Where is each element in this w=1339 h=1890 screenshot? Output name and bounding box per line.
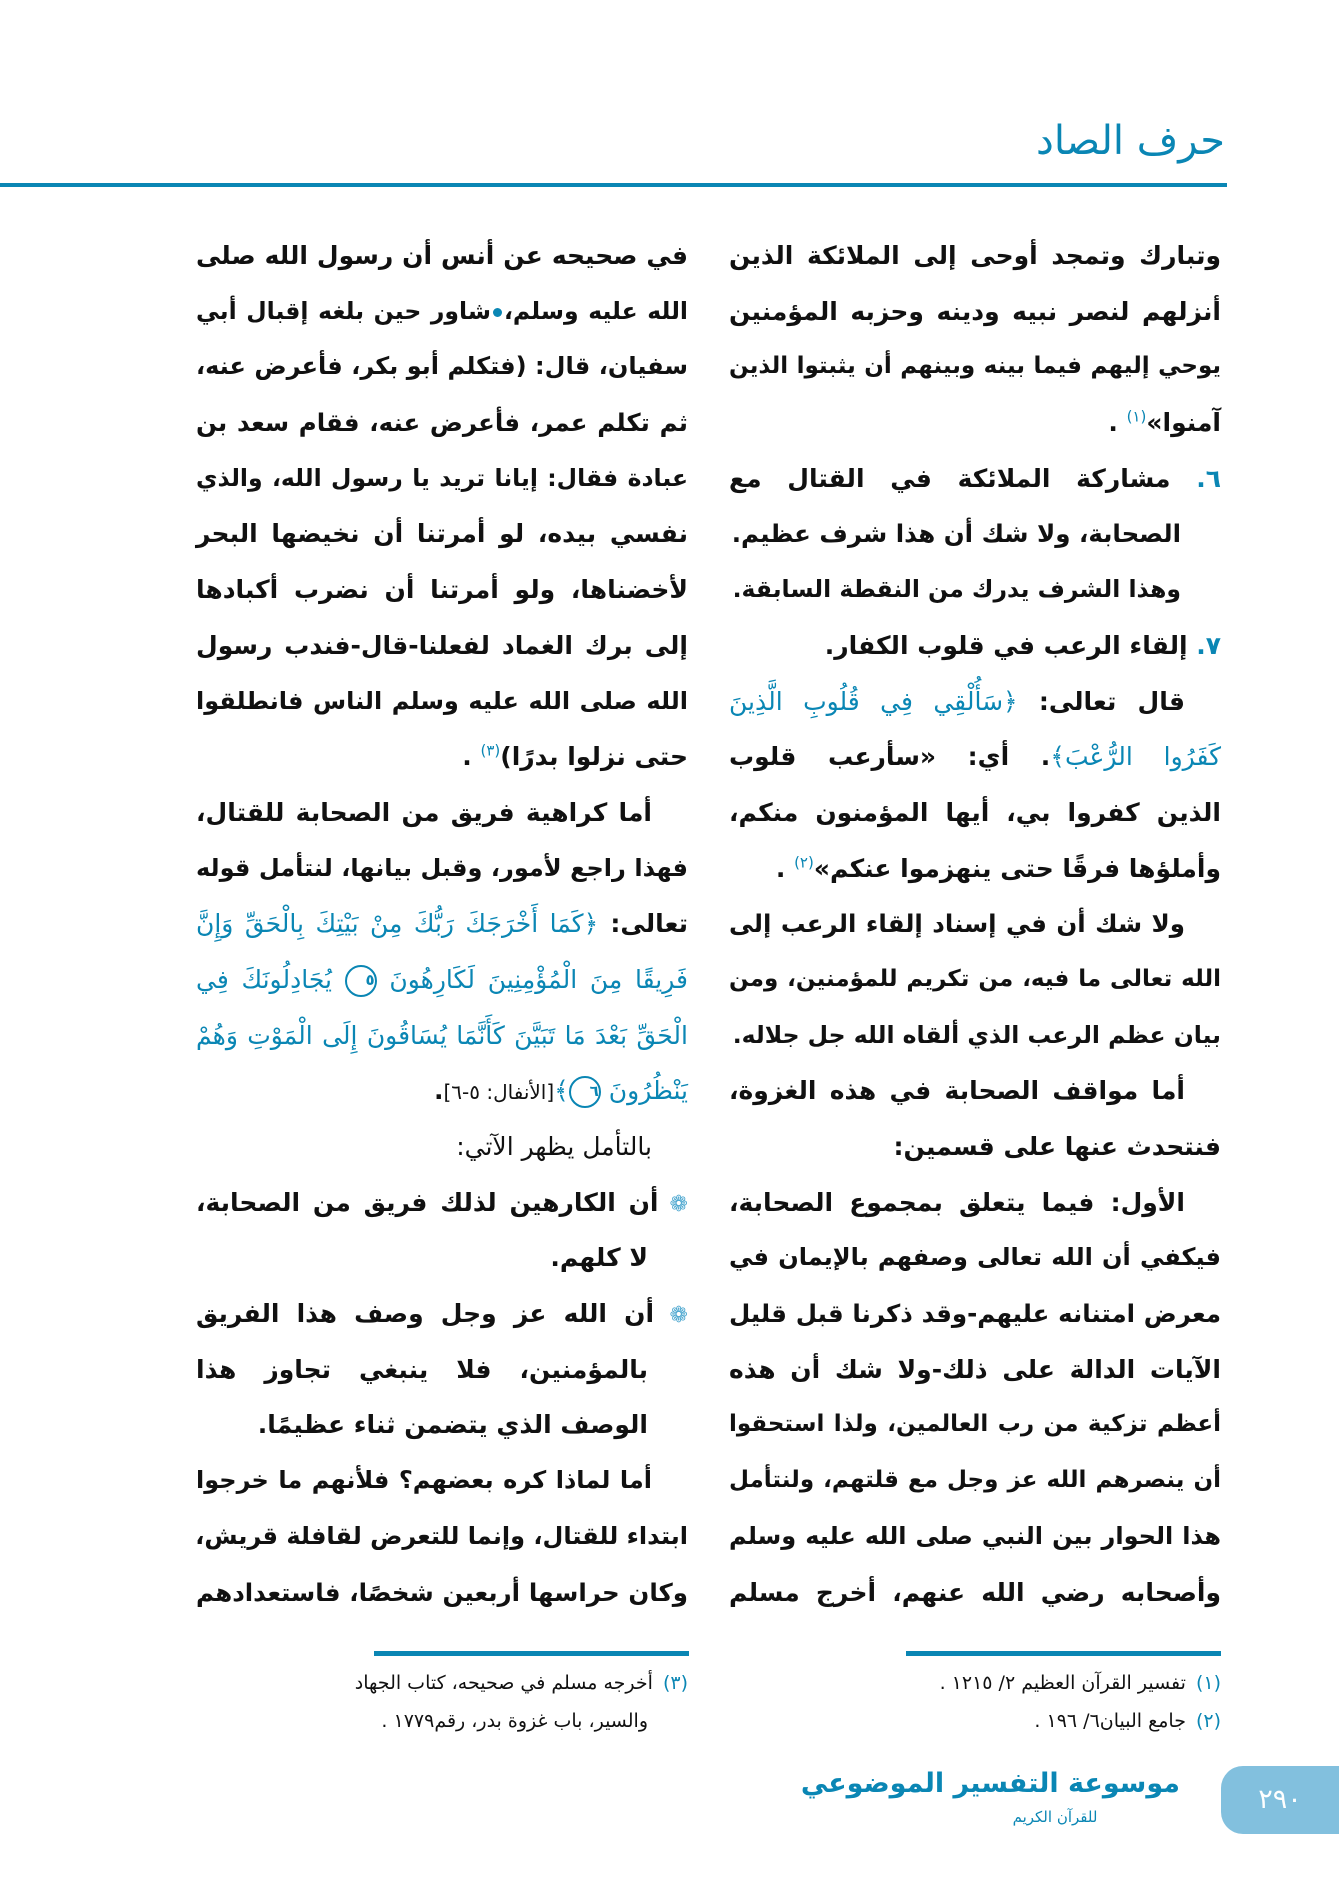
- logo-title: موسوعة التفسير الموضوعي: [800, 1768, 1180, 1799]
- body-text: وأملؤها فرقًا حتى ينهزموا عنكم»: [813, 853, 1221, 883]
- footnote-divider-right: [906, 1651, 1221, 1656]
- text-line: [729, 1119, 1221, 1175]
- body-text: الأول: فيما يتعلق بمجموع الصحابة،: [729, 1187, 1185, 1217]
- body-text: الصحابة، ولا شك أن هذا شرف عظيم.: [731, 519, 1181, 549]
- text-line: [196, 785, 688, 841]
- text-line: [196, 952, 688, 1008]
- text-line: [196, 506, 688, 562]
- text-line: [196, 896, 688, 952]
- text-line: [196, 674, 688, 730]
- footnote: [729, 1664, 1221, 1702]
- text-line: [729, 1063, 1221, 1119]
- body-text: وهذا الشرف يدرك من النقطة السابقة.: [732, 575, 1181, 604]
- text-line: [196, 1509, 688, 1565]
- body-text: آمنوا»: [1146, 408, 1221, 438]
- footnote-text: أخرجه مسلم في صحيحه، كتاب الجهاد: [354, 1672, 653, 1694]
- text-line: [729, 1286, 1221, 1342]
- body-text: مشاركة الملائكة في القتال مع: [729, 463, 1171, 493]
- text-line: [196, 1230, 688, 1286]
- body-text: أن الكارهين لذلك فريق من الصحابة،: [196, 1187, 659, 1217]
- quran-verse: يُجَادِلُونَكَ فِي: [196, 964, 345, 994]
- ayah-number-marker: ٦: [569, 1076, 601, 1108]
- body-text: .: [775, 853, 795, 883]
- footnote-reference[interactable]: (٢): [794, 853, 814, 872]
- body-text: هذا الحوار بين النبي صلى الله عليه وسلم: [729, 1521, 1221, 1550]
- quran-verse: ﴿سَأُلْقِي فِي قُلُوبِ الَّذِينَ: [729, 686, 1018, 716]
- text-line: [196, 618, 688, 674]
- text-line: [729, 1397, 1221, 1453]
- body-text: نفسي بيده، لو أمرتنا أن نخيضها البحر: [196, 519, 688, 549]
- marker-dot-icon: [493, 308, 502, 317]
- text-line: [196, 1342, 688, 1398]
- body-text: . أي: «سأرعب قلوب: [729, 742, 1051, 772]
- body-text: أن الله عز وجل وصف هذا الفريق: [196, 1299, 655, 1329]
- body-text: الله صلى الله عليه وسلم الناس فانطلقوا: [196, 686, 688, 715]
- body-text: قال تعالى:: [1017, 686, 1186, 716]
- text-line: [196, 451, 688, 507]
- body-text: عبادة فقال: إيانا تريد يا رسول الله، والذي: [196, 463, 688, 492]
- text-line: [729, 1230, 1221, 1286]
- text-line: [729, 1175, 1221, 1231]
- ayah-number-marker: ٥: [345, 965, 377, 997]
- body-text: وكان حراسها أربعين شخصًا، فاستعدادهم: [196, 1577, 688, 1607]
- footnote-divider-left: [374, 1651, 689, 1656]
- text-line: [729, 952, 1221, 1008]
- text-column-left: [196, 228, 688, 1620]
- footnote-number: (٢): [1195, 1710, 1221, 1732]
- encyclopedia-logo: [800, 1762, 1180, 1846]
- logo-subtitle: للقرآن الكريم: [1012, 1808, 1098, 1826]
- text-line: [196, 1286, 688, 1342]
- text-line: [729, 284, 1221, 340]
- body-text: إلى برك الغماد لفعلنا-قال-فندب رسول: [196, 630, 688, 660]
- text-line: [196, 562, 688, 618]
- footnote-reference[interactable]: (١): [1126, 407, 1147, 426]
- text-line: [729, 841, 1221, 897]
- footnote-reference[interactable]: (٣): [480, 741, 501, 760]
- footnote: [729, 1702, 1221, 1740]
- text-line: [196, 1453, 688, 1509]
- footnote-number: (١): [1195, 1672, 1221, 1694]
- body-text: شاور حين بلغه إقبال أبي: [196, 296, 491, 325]
- body-text: الذين كفروا بي، أيها المؤمنون منكم،: [729, 797, 1221, 827]
- text-line: [729, 451, 1221, 507]
- text-line: [729, 785, 1221, 841]
- text-line: [729, 674, 1221, 730]
- footnote: [196, 1664, 688, 1702]
- text-line: [729, 395, 1221, 451]
- body-text: ولا شك أن في إسناد إلقاء الرعب إلى: [729, 909, 1185, 939]
- body-text: الله تعالى ما فيه، من تكريم للمؤمنين، ومن: [729, 965, 1221, 992]
- text-line: [196, 1063, 688, 1119]
- flower-bullet-icon: ❁: [658, 1191, 688, 1217]
- footnote-text: جامع البيان٦/ ١٩٦ .: [1034, 1710, 1186, 1732]
- footnote-continuation: والسير، باب غزوة بدر، رقم١٧٧٩ .: [381, 1710, 648, 1732]
- text-line: [196, 284, 688, 340]
- text-line: [196, 1175, 688, 1231]
- text-line: [729, 339, 1221, 395]
- body-text: لأخضناها، ولو أمرتنا أن نضرب أكبادها: [196, 575, 688, 605]
- body-text: حتى نزلوا بدرًا): [500, 742, 688, 772]
- body-text: الوصف الذي يتضمن ثناء عظيمًا.: [257, 1410, 648, 1440]
- footnote-number: (٣): [662, 1672, 688, 1694]
- body-text: فنتحدث عنها على قسمين:: [893, 1132, 1221, 1161]
- body-text: لا كلهم.: [550, 1243, 648, 1273]
- text-line: [196, 228, 688, 284]
- text-line: [196, 841, 688, 897]
- body-text: أما مواقف الصحابة في هذه الغزوة،: [729, 1076, 1185, 1106]
- text-line: [729, 896, 1221, 952]
- header-divider: [0, 183, 1227, 187]
- body-text: .: [462, 742, 481, 772]
- text-line: [729, 228, 1221, 284]
- chapter-title: حرف الصاد: [1036, 118, 1225, 164]
- body-text: في صحيحه عن أنس أن رسول الله صلى: [196, 241, 688, 270]
- text-line: [729, 1453, 1221, 1509]
- body-text: بيان عظم الرعب الذي ألقاه الله جل جلاله.: [732, 1020, 1221, 1049]
- body-text: يوحي إليهم فيما بينه وبينهم أن يثبتوا الذين: [729, 353, 1221, 380]
- text-line: [196, 1565, 688, 1621]
- quran-verse: الْحَقِّ بَعْدَ مَا تَبَيَّنَ كَأَنَّمَا يُسَاقُونَ إِلَى الْمَوْتِ وَهُمْ: [196, 1020, 688, 1050]
- page-number: ٢٩٠: [1221, 1766, 1339, 1834]
- body-text: إلقاء الرعب في قلوب الكفار.: [824, 630, 1188, 660]
- footnotes-left: [196, 1664, 688, 1740]
- body-text: بالتأمل يظهر الآتي:: [456, 1132, 652, 1161]
- body-text: فيكفي أن الله تعالى وصفهم بالإيمان في: [729, 1243, 1221, 1272]
- quran-verse: ﴿كَمَا أَخْرَجَكَ رَبُّكَ مِنْ بَيْتِكَ بِالْحَقِّ وَإِنَّ: [196, 909, 599, 939]
- body-text: .: [1108, 408, 1127, 438]
- body-text: أعظم تزكية من رب العالمين، ولذا استحقوا: [729, 1411, 1221, 1438]
- quran-verse: ﴾: [554, 1076, 569, 1106]
- body-text: الآيات الدالة على ذلك-ولا شك أن هذه: [729, 1354, 1221, 1384]
- text-line: [196, 339, 688, 395]
- text-line: [729, 506, 1221, 562]
- text-line: [729, 562, 1221, 618]
- body-text: ابتداء للقتال، وإنما للتعرض لقافلة قريش،: [195, 1521, 688, 1550]
- text-column-right: [729, 228, 1221, 1620]
- text-line: [729, 729, 1221, 785]
- text-line: [196, 1397, 688, 1453]
- body-text: فهذا راجع لأمور، وقبل بيانها، لنتأمل قوله: [196, 853, 688, 882]
- text-line: [729, 1342, 1221, 1398]
- body-text: أما كراهية فريق من الصحابة للقتال،: [196, 797, 652, 827]
- body-text: الله عليه وسلم،: [503, 296, 688, 325]
- body-text: ثم تكلم عمر، فأعرض عنه، فقام سعد بن: [196, 408, 688, 438]
- footnotes-right: [729, 1664, 1221, 1740]
- quran-verse: فَرِيقًا مِنَ الْمُؤْمِنِينَ لَكَارِهُونَ: [376, 964, 689, 994]
- list-number: ٧.: [1187, 630, 1221, 660]
- body-text: أما لماذا كره بعضهم؟ فلأنهم ما خرجوا: [196, 1466, 652, 1495]
- text-line: [729, 1008, 1221, 1064]
- body-text: .: [433, 1076, 444, 1106]
- body-text: أن ينصرهم الله عز وجل مع قلتهم، ولنتأمل: [729, 1467, 1221, 1494]
- body-text: أنزلهم لنصر نبيه ودينه وحزبه المؤمنين: [729, 296, 1221, 326]
- body-text: وأصحابه رضي الله عنهم، أخرج مسلم: [729, 1577, 1221, 1607]
- text-line: [729, 1565, 1221, 1621]
- quran-verse: كَفَرُوا الرُّعْبَ﴾: [1050, 742, 1222, 772]
- body-text: بالمؤمنين، فلا ينبغي تجاوز هذا: [196, 1354, 648, 1384]
- text-line: [196, 729, 688, 785]
- list-number: ٦.: [1170, 463, 1221, 493]
- text-line: [729, 618, 1221, 674]
- body-text: معرض امتنانه عليهم-وقد ذكرنا قبل قليل: [729, 1299, 1221, 1329]
- quran-verse: يَنْظُرُونَ: [600, 1076, 688, 1106]
- body-text: وتبارك وتمجد أوحى إلى الملائكة الذين: [729, 241, 1221, 270]
- text-line: [729, 1509, 1221, 1565]
- footnote-text: تفسير القرآن العظيم ٢/ ١٢١٥ .: [939, 1672, 1186, 1694]
- text-line: [196, 1119, 688, 1175]
- text-line: [196, 1008, 688, 1064]
- body-text: سفيان، قال: (فتكلم أبو بكر، فأعرض عنه،: [196, 352, 688, 381]
- text-line: [196, 395, 688, 451]
- surah-citation: [الأنفال: ٥-٦]: [443, 1080, 555, 1105]
- flower-bullet-icon: ❁: [654, 1303, 688, 1329]
- body-text: تعالى:: [598, 909, 688, 939]
